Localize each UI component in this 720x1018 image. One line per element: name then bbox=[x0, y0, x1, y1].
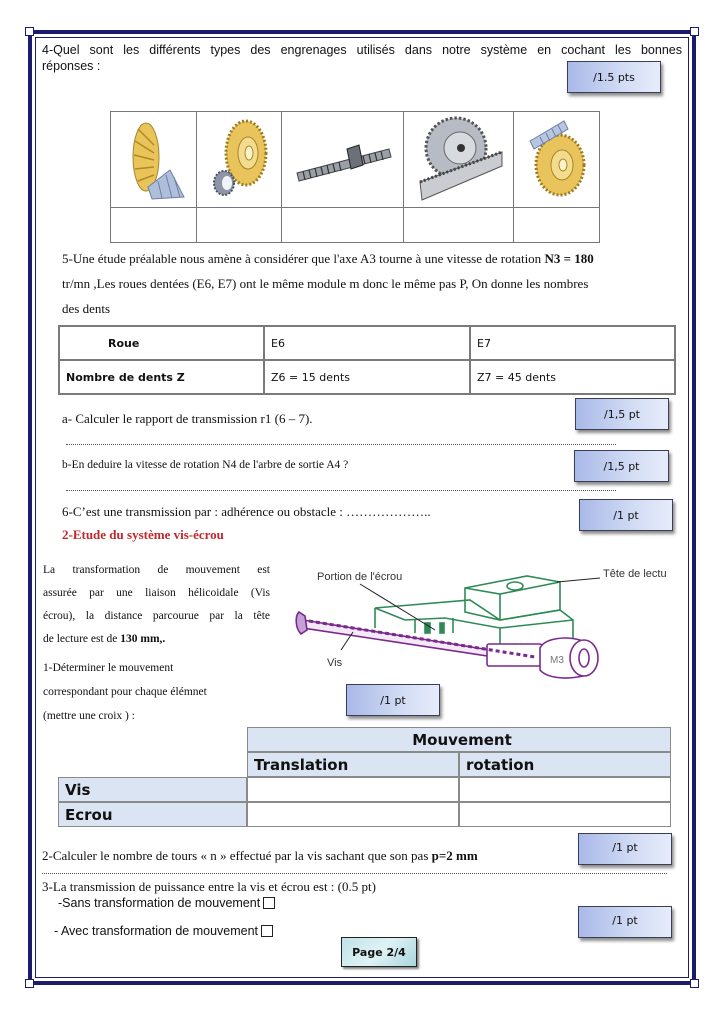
q5-line1-text: 5-Une étude préalable nous amène à considérer que l'axe A3 tourne à une vitesse de rotation bbox=[62, 251, 545, 266]
answer-cell[interactable] bbox=[514, 208, 600, 243]
col-translation: Translation bbox=[247, 752, 459, 777]
gear-cell-screw-nut bbox=[282, 112, 404, 208]
q2-text-main: 2-Calculer le nombre de tours « n » effectué par la vis sachant que son pas bbox=[42, 848, 432, 863]
intro-line4 bbox=[43, 628, 270, 651]
q5a-points-badge: /1,5 pt bbox=[575, 398, 669, 430]
section2-q1 bbox=[43, 656, 207, 728]
distance-value: 130 mm,. bbox=[120, 633, 166, 645]
teeth-header-e7: E7 bbox=[470, 326, 675, 360]
q5-n3-value: N3 = 180 bbox=[544, 251, 594, 266]
intro-line2: assurée par une liaison hélicoidale (Vis bbox=[43, 587, 270, 599]
q6-points-badge: /1 pt bbox=[579, 499, 673, 531]
q5a-text: a- Calculer le rapport de transmission r1 (6 – 7). bbox=[62, 411, 313, 426]
q3-option-sans bbox=[58, 896, 275, 910]
q2-answer-line[interactable] bbox=[42, 873, 667, 874]
cell-ecrou-translation[interactable] bbox=[247, 802, 459, 827]
q3-points-badge: /1 pt bbox=[578, 906, 672, 938]
cell-vis-translation[interactable] bbox=[247, 777, 459, 802]
screw-nut-icon bbox=[293, 127, 393, 187]
page-number-badge: Page 2/4 bbox=[341, 937, 417, 967]
pitch-value: p=2 mm bbox=[431, 848, 478, 863]
answer-cell[interactable] bbox=[282, 208, 404, 243]
q3-option1-checkbox[interactable] bbox=[263, 897, 275, 909]
teeth-table bbox=[58, 325, 676, 395]
q5b-answer-line[interactable] bbox=[66, 490, 616, 491]
q3-option2-checkbox[interactable] bbox=[261, 925, 273, 937]
gear-cell-worm bbox=[514, 112, 600, 208]
label-screw: Vis bbox=[327, 657, 343, 669]
intro-line3: écrou), la distance parcourue par la tête bbox=[43, 610, 270, 622]
rack-pinion-icon bbox=[414, 112, 504, 202]
border-corner bbox=[690, 979, 699, 988]
q1-line1: 1-Déterminer le mouvement bbox=[43, 662, 174, 674]
q2-points-badge: /1 pt bbox=[578, 833, 672, 865]
q3-text: 3-La transmission de puissance entre la vis et écrou est : (0.5 pt) bbox=[42, 879, 376, 894]
q5-line3: des dents bbox=[62, 301, 111, 316]
intro-line4-text: de lecture est de bbox=[43, 633, 121, 645]
border-corner bbox=[25, 979, 34, 988]
border-corner bbox=[25, 27, 34, 36]
gear-cell-rack-pinion bbox=[404, 112, 514, 208]
label-nut: Portion de l'écrou bbox=[317, 571, 403, 583]
q6-text: 6-C’est une transmission par : adhérence ou obstacle : ……………….. bbox=[62, 504, 431, 519]
gear-cell-bevel bbox=[111, 112, 197, 208]
movement-header: Mouvement bbox=[247, 727, 671, 752]
q1-line3: (mettre une croix ) : bbox=[43, 710, 135, 722]
label-head: Tête de lectu bbox=[603, 568, 667, 580]
q1-points-badge: /1 pt bbox=[346, 684, 440, 716]
worm-gear-icon bbox=[522, 115, 592, 200]
intro-line1: La transformation de mouvement est bbox=[43, 564, 270, 576]
q5-line2: tr/mn ,Les roues dentées (E6, E7) ont le même module m donc le même pas P, On donne les nombres bbox=[62, 276, 589, 291]
teeth-header-e6: E6 bbox=[264, 326, 470, 360]
section2-title: 2-Etude du système vis-écrou bbox=[62, 527, 224, 542]
teeth-z6: Z6 = 15 dents bbox=[264, 360, 470, 394]
teeth-header-roue: Roue bbox=[59, 326, 264, 360]
row-vis: Vis bbox=[58, 777, 247, 802]
answer-cell[interactable] bbox=[111, 208, 197, 243]
q3-option1-label: -Sans transformation de mouvement bbox=[58, 896, 261, 910]
q4-text-line1: 4-Quel sont les différents types des engrenages utilisés dans notre système en cochant les bonnes bbox=[42, 43, 682, 57]
gear-cell-spur bbox=[196, 112, 282, 208]
section2-intro bbox=[43, 559, 270, 651]
q3-option2-label: - Avec transformation de mouvement bbox=[54, 924, 259, 938]
q5b-points-badge: /1,5 pt bbox=[574, 450, 669, 482]
q4-points-badge: /1.5 pts bbox=[567, 61, 661, 93]
col-rotation: rotation bbox=[459, 752, 671, 777]
spur-gear-icon bbox=[204, 115, 274, 200]
teeth-z7: Z7 = 45 dents bbox=[470, 360, 675, 394]
gear-types-table bbox=[110, 111, 600, 243]
row-ecrou: Ecrou bbox=[58, 802, 247, 827]
blank-cell bbox=[58, 727, 247, 752]
q5a-answer-line[interactable] bbox=[66, 444, 616, 445]
q2-text bbox=[42, 848, 478, 864]
blank-cell bbox=[58, 752, 247, 777]
border-corner bbox=[690, 27, 699, 36]
q5-line1 bbox=[62, 251, 672, 267]
movement-table bbox=[58, 727, 671, 827]
q3-option-avec bbox=[54, 924, 273, 938]
cell-vis-rotation[interactable] bbox=[459, 777, 671, 802]
screw-nut-diagram bbox=[295, 560, 685, 695]
bevel-gear-icon bbox=[118, 115, 188, 200]
q5b-text: b-En deduire la vitesse de rotation N4 de l'arbre de sortie A4 ? bbox=[62, 459, 349, 471]
q1-line2: correspondant pour chaque élémnet bbox=[43, 686, 207, 698]
label-motor: M3 bbox=[550, 655, 564, 666]
teeth-label: Nombre de dents Z bbox=[59, 360, 264, 394]
cell-ecrou-rotation[interactable] bbox=[459, 802, 671, 827]
answer-cell[interactable] bbox=[196, 208, 282, 243]
q4-text-line2: réponses : bbox=[42, 59, 101, 73]
answer-cell[interactable] bbox=[404, 208, 514, 243]
